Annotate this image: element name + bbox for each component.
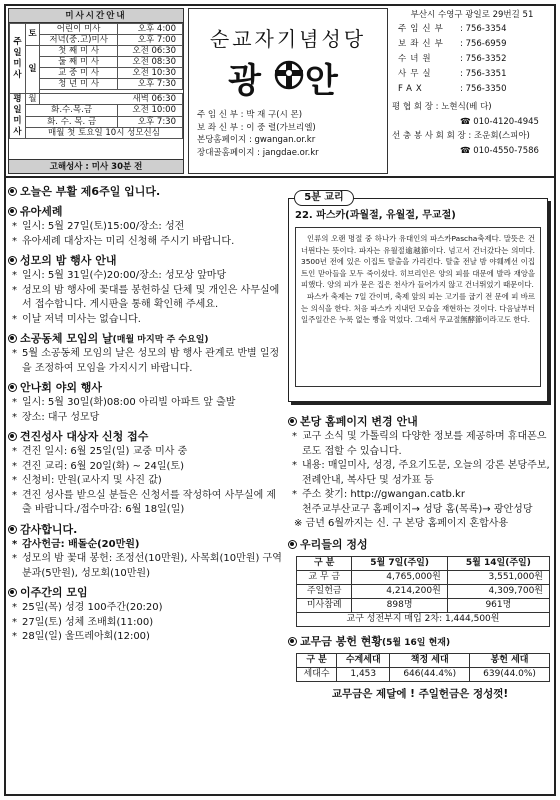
five-minute-doctrine-box <box>288 198 548 402</box>
women-president: 선 충 봉 사 회 회 장 : 조운회(스피아) <box>392 131 530 141</box>
bullet-icon <box>8 256 17 265</box>
table-row: 세대수 1,453 646(44.4%) 639(44.0%) <box>297 667 550 681</box>
section-sincerity <box>288 536 552 627</box>
list-item: * 28일(일) 울뜨레아회(12:00) <box>8 630 282 645</box>
monday-label: 월 <box>26 94 40 105</box>
mass-time: 오후 7:30 <box>118 79 183 90</box>
lecture-body <box>295 227 541 387</box>
list-item: * 5월 소공동체 모임의 날은 성모의 밤 행사 관계로 반별 일정을 조정하여 모임을 가지시기 바랍니다. <box>8 347 282 376</box>
list-item: * 견진 성사를 받으실 분들은 신청서를 작성하여 사무실에 제출 바랍니다./접수마감: 6월 18일(일) <box>8 489 282 518</box>
weekday-mass-name: 화.수.목.금 <box>26 105 118 116</box>
table-row: 미사참례 898명 961명 <box>297 598 550 612</box>
info-line: 보 좌 신 부 : 이 중 렬(가브리엘) <box>197 122 316 133</box>
section-homepage <box>288 413 552 532</box>
homepage-note: ※ 금년 6월까지는 신. 구 본당 홈페이지 혼합사용 <box>294 518 509 529</box>
table-row: 교 무 금 4,765,000원 3,551,000원 <box>297 570 550 584</box>
list-item: * 신청비: 만원(교사지 및 사진 값) <box>8 474 282 489</box>
contact-row: 보좌신부 : 756-6959 <box>398 39 507 49</box>
section-baptism <box>8 203 282 249</box>
section-confirmation <box>8 428 282 518</box>
list-item: * 내용: 매일미사, 성경, 주요기도문, 오늘의 강론 본당주보, 전례안내, 복사단 및 성가표 등 <box>288 459 552 488</box>
mass-time: 오전 08:30 <box>118 57 183 68</box>
list-item: * 견진 일시: 6월 25일(일) 교중 미사 중 <box>8 445 282 460</box>
list-item[interactable]: * 주소 찾기: http://gwangan.catb.kr <box>288 488 552 503</box>
table-header: 구 분 <box>297 653 337 667</box>
bullet-icon <box>288 540 297 549</box>
contact-row: 주임신부 : 756-3354 <box>398 24 507 34</box>
section-title: 성모의 밤 행사 안내 <box>20 254 117 267</box>
info-line: 주 임 신 부 : 박 재 구(시 몬) <box>197 110 303 120</box>
mass-schedule-table <box>9 23 183 139</box>
right-content <box>288 410 552 701</box>
section-title: 이주간의 모임 <box>20 586 88 599</box>
list-item: * 견진 교리: 6월 20일(화) ~ 24일(토) <box>8 460 282 475</box>
sincerity-table <box>296 556 550 627</box>
section-title: 유아세례 <box>20 205 63 218</box>
section-subtitle: (매월 마지막 주 수요일) <box>112 335 209 345</box>
mass-name: 첫 째 미 사 <box>40 46 118 57</box>
mass-name: 청 년 미 사 <box>40 79 118 90</box>
section-title: 감사합니다. <box>20 522 78 536</box>
list-item: * 감사헌금: 배돌순(20만원) <box>8 538 282 553</box>
bulletin-title-right: 안 <box>305 61 348 101</box>
header <box>6 6 554 178</box>
table-header: 봉헌 세대 <box>470 653 550 667</box>
section-meetings <box>8 584 282 645</box>
section-anna-outing <box>8 379 282 425</box>
list-item: * 27일(토) 성체 조배회(11:00) <box>8 616 282 631</box>
bullet-icon <box>8 525 17 534</box>
confession-time: 고해성사 : 미사 30분 전 <box>9 159 183 173</box>
table-row <box>297 612 550 626</box>
bulletin-page <box>4 4 556 796</box>
section-title: 견진성사 대상자 신청 접수 <box>20 430 149 443</box>
first-saturday-note: 매월 첫 토요일 10시 성모신심 <box>26 127 183 138</box>
table-header: 구 분 <box>297 556 352 570</box>
section-title: 안나회 야외 행사 <box>20 381 103 394</box>
lecture-title: 22. 파스카(과월절, 유월절, 무교절) <box>295 210 456 221</box>
contact-row: FAX : 756-3350 <box>398 84 507 94</box>
church-name: 순교자기념성당 <box>209 27 367 51</box>
mass-schedule-title: 미사시간안내 <box>9 9 183 23</box>
sunday-label: 일 <box>26 46 40 94</box>
mass-name: 교 중 미 사 <box>40 68 118 79</box>
mass-name: 둘 째 미 사 <box>40 57 118 68</box>
bullet-icon <box>8 383 17 392</box>
mass-name: 저녁(중.고)미사 <box>40 35 118 46</box>
church-address: 부산시 수영구 광일로 29번길 51 <box>410 10 534 20</box>
mass-time: 오후 7:00 <box>118 35 183 46</box>
weekday-mass-name: 화. 수. 목. 금 <box>26 116 118 127</box>
list-item: * 일시: 5월 27일(토)15:00/장소: 성전 <box>8 220 282 235</box>
lecture-paragraph: 인류의 오랜 명절 중 하나가 유대인의 파스카Pascha축제다. 말뜻은 건너뛴다는 뜻이다. 파자는 유월절逾越節이다. 넘고서 건너갔다는 의미다. 3500년 전에 있은 이집트 탈출을 가리킨다. 탈출 전날 밤 야훼께선 이집트인 맏아들을 모두 죽이셨다. 히브리인은 양의 피를 대문에 발라 재앙을 피했다. 양의 피가 묻은 집은 천사가 들어가지 않고 건너뛰었기 때문이다. <box>301 234 535 290</box>
section-subtitle: (5월 16일 현재) <box>382 637 451 648</box>
list-item: * 일시: 5월 31일(수)20:00/장소: 성모상 앞마당 <box>8 269 282 284</box>
weekday-mass-time: 오전 10:00 <box>118 105 183 116</box>
list-item: * 일시: 5월 30일(화)08:00 아리빌 아파트 앞 출발 <box>8 396 282 411</box>
masthead <box>188 8 388 174</box>
section-title: 소공동체 모임의 날 <box>20 332 113 345</box>
bullet-icon <box>288 417 297 426</box>
weekday-mass-label: 평일미사 <box>10 94 26 139</box>
offering-table <box>296 653 550 682</box>
bullet-icon <box>288 637 297 646</box>
homepage-path: 천주교부산교구 홈페이지→ 성당 홈(목록)→ 광안성당 <box>302 503 533 515</box>
table-header: 5월 7일(주일) <box>352 556 447 570</box>
council-phone: ☎ 010-4120-4945 <box>460 117 539 127</box>
mass-schedule <box>8 8 184 174</box>
women-phone: ☎ 010-4550-7586 <box>460 146 539 156</box>
list-item: * 장소: 대구 성모당 <box>8 411 282 426</box>
weekday-mass-time: 오후 7:30 <box>118 116 183 127</box>
mass-time: 오전 06:30 <box>118 46 183 57</box>
section-thanks <box>8 521 282 582</box>
contact-row: 사무실 : 756-3351 <box>398 69 507 79</box>
section-offering <box>288 633 552 701</box>
bullet-icon <box>8 588 17 597</box>
closing-slogan: 교무금은 제달에 ! 주일헌금은 정성껏! <box>331 687 509 700</box>
info-line: 장대골홈페이지 : jangdae.or.kr <box>197 147 319 158</box>
table-row: 주일헌금 4,214,200원 4,309,700원 <box>297 584 550 598</box>
monday-time: 새벽 06:30 <box>40 94 183 105</box>
bullet-icon <box>8 187 17 196</box>
list-item: * 교구 소식 및 가톨릭의 다양한 정보를 제공하며 휴대폰으로도 접할 수 있습니다. <box>288 430 552 459</box>
sunday-mass-label: 주일미사 <box>10 24 26 94</box>
bullet-icon <box>8 432 17 441</box>
list-item: * 성모의 밤 꽃대 봉헌: 조정선(10만원), 사목회(10만원) 구역분과(5만원), 성모회(10만원) <box>8 552 282 581</box>
saturday-label: 토 <box>26 24 40 46</box>
list-item: * 성모의 밤 행사에 꽃대를 봉헌하실 단체 및 개인은 사무실에서 접수합니다. 게시판을 통해 확인해 주세요. <box>8 284 282 313</box>
table-header: 5월 14일(주일) <box>447 556 549 570</box>
list-item: * 25일(목) 성경 100주간(20:20) <box>8 601 282 616</box>
bulletin-title-left: 광 <box>228 61 271 101</box>
lecture-tab: 5분 교리 <box>294 190 354 206</box>
bullet-icon <box>8 207 17 216</box>
left-column <box>8 182 282 792</box>
section-small-community <box>8 330 282 376</box>
mass-name: 어린이 미사 <box>40 24 118 35</box>
contact-info <box>392 8 552 174</box>
mass-time: 오후 4:00 <box>118 24 183 35</box>
cross-emblem-icon <box>273 59 305 91</box>
right-column <box>288 182 552 792</box>
land-purchase-total: 교구 성전부지 매입 2차: 1,444,500원 <box>297 612 550 626</box>
section-marian-night <box>8 252 282 327</box>
info-line: 본당홈페이지 : gwangan.or.kr <box>197 135 316 145</box>
council-president: 평 협 회 장 : 노현식(베 다) <box>392 102 492 112</box>
table-header: 수계세대 <box>337 653 390 667</box>
lecture-paragraph: 파스카 축제는 7일 간이며, 축제 앞의 피는 고기를 굽기 전 문에 피 바르는 의식을 한다. 처음 파스카 지내던 모습을 재현하는 것이다. 다음날부터 일주일간은 누룩 없는 빵을 먹었다. 그래서 무교절無酵節이라고도 한다. <box>301 291 536 325</box>
contact-row: 수녀원 : 756-3352 <box>398 54 507 64</box>
headline: 오늘은 부활 제6주일 입니다. <box>8 184 282 200</box>
clergy-info <box>197 109 383 159</box>
list-item: * 유아세례 대상자는 미리 신청해 주시기 바랍니다. <box>8 235 282 250</box>
mass-time: 오전 10:30 <box>118 68 183 79</box>
section-title: 교무금 봉헌 현황 <box>300 634 383 648</box>
table-header: 책정 세대 <box>390 653 470 667</box>
bullet-icon <box>8 334 17 343</box>
list-item: * 이날 저녁 미사는 없습니다. <box>8 313 282 328</box>
section-title: 우리들의 정성 <box>300 537 368 551</box>
section-title: 본당 홈페이지 변경 안내 <box>300 415 418 428</box>
